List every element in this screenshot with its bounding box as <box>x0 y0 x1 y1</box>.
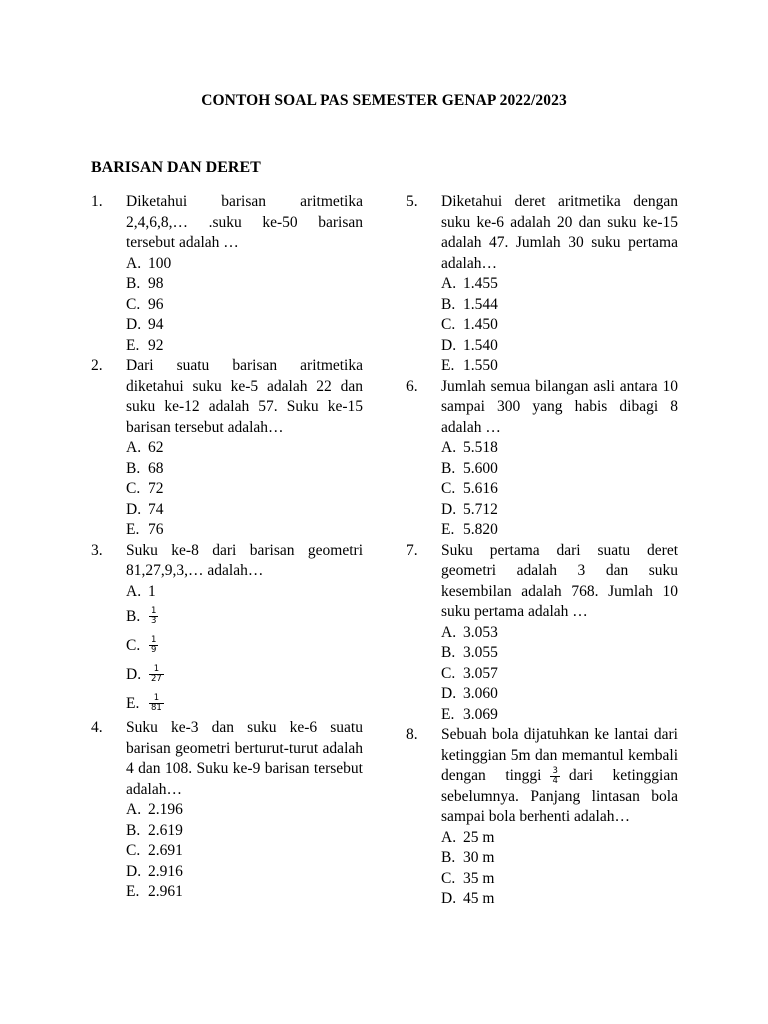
option-b: B. 98 <box>126 275 164 292</box>
question-2 <box>91 356 363 541</box>
question-text: Diketahui deret aritmetika dengan suku ke-6 adalah 20 dan suku ke-15 adalah 47. Jumlah 30 suku pertama adalah… <box>441 193 678 272</box>
question-number: 4. <box>91 719 103 736</box>
option-e: E. $\frac{1}{81}$ <box>126 693 162 713</box>
option-e: E. 1.550 <box>441 357 498 374</box>
option-d: D. 3.060 <box>441 685 498 702</box>
option-a: A. 1.455 <box>441 275 498 292</box>
right-column <box>406 192 678 910</box>
option-c: C. 5.616 <box>441 480 498 497</box>
question-number: 6. <box>406 377 418 395</box>
question-number: 1. <box>91 193 103 210</box>
section-heading: BARISAN DAN DERET <box>91 159 261 176</box>
left-column <box>91 192 363 903</box>
option-list <box>126 582 363 719</box>
option-a: A. 1 <box>126 582 156 600</box>
fraction: $\frac{1}{3}$ <box>151 606 157 626</box>
option-d: D. 5.712 <box>441 500 498 518</box>
option-b: B. 3.055 <box>441 644 498 661</box>
question-8 <box>406 725 678 910</box>
document-title: CONTOH SOAL PAS SEMESTER GENAP 2022/2023 <box>201 92 567 109</box>
option-d: D. 2.916 <box>126 862 183 880</box>
option-d: D. 94 <box>126 316 164 333</box>
fraction: $\frac{1}{81}$ <box>151 693 162 713</box>
option-a: A. 25 m <box>441 828 495 846</box>
question-text: Sebuah bola dijatuhkan ke lantai dari ketinggian 5m dan memantul kembali dengan tinggi $\frac{3}{4}$ dari ketinggian sebelumnya. Panjang lintasan bola sampai bola berhenti adalah… <box>441 726 678 825</box>
option-c: C. 2.691 <box>126 842 183 859</box>
question-6 <box>406 377 678 541</box>
question-number: 7. <box>406 541 418 559</box>
question-5 <box>406 192 678 377</box>
question-text: Diketahui barisan aritmetika 2,4,6,8,… .suku ke-50 barisan tersebut adalah … <box>126 193 363 251</box>
question-number: 3. <box>91 541 103 559</box>
fraction: $\frac{1}{27}$ <box>151 664 162 684</box>
question-text: Dari suatu barisan aritmetika diketahui suku ke-5 adalah 22 dan suku ke-12 adalah 57. Suku ke-15 barisan tersebut adalah… <box>126 357 363 436</box>
question-text: Suku pertama dari suatu deret geometri adalah 3 dan suku kesembilan adalah 768. Jumlah 10 suku pertama adalah … <box>441 541 678 620</box>
option-c: C. 35 m <box>441 869 495 887</box>
option-c: C. 1.450 <box>441 316 498 333</box>
question-4 <box>91 718 363 903</box>
question-3 <box>91 541 363 719</box>
option-d: D. 1.540 <box>441 336 498 354</box>
option-a: A. 62 <box>126 439 164 456</box>
option-b: B. 30 m <box>441 849 495 866</box>
option-a: A. 100 <box>126 254 172 272</box>
fraction: $\frac{1}{9}$ <box>151 635 157 655</box>
option-c: C. 3.057 <box>441 664 498 682</box>
option-d: D. 45 m <box>441 890 495 907</box>
fraction: $\frac{3}{4}$ <box>552 765 558 786</box>
question-number: 8. <box>406 726 418 743</box>
question-1 <box>91 192 363 356</box>
question-text: Jumlah semua bilangan asli antara 10 sampai 300 yang habis dibagi 8 adalah … <box>441 377 678 436</box>
option-b: B. 68 <box>126 459 164 477</box>
option-e: E. 92 <box>126 336 164 354</box>
option-c: C. $\frac{1}{9}$ <box>126 635 157 655</box>
option-list <box>441 623 678 726</box>
question-text: Suku ke-3 dan suku ke-6 suatu barisan geometri berturut-turut adalah 4 dan 108. Suku ke-9 barisan tersebut adalah… <box>126 719 363 798</box>
option-list <box>441 828 678 910</box>
option-list <box>126 254 363 357</box>
question-text: Suku ke-8 dari barisan geometri 81,27,9,3,… adalah… <box>126 541 363 579</box>
option-list <box>126 438 363 541</box>
option-list <box>126 800 363 903</box>
option-e: E. 5.820 <box>441 521 498 538</box>
option-d: D. $\frac{1}{27}$ <box>126 664 162 684</box>
option-a: A. 5.518 <box>441 439 498 456</box>
option-d: D. 74 <box>126 500 164 518</box>
option-e: E. 2.961 <box>126 883 183 900</box>
option-b: B. $\frac{1}{3}$ <box>126 606 157 626</box>
question-number: 2. <box>91 357 103 374</box>
option-a: A. 2.196 <box>126 801 183 818</box>
option-e: E. 3.069 <box>441 705 498 723</box>
question-7 <box>406 541 678 726</box>
option-b: B. 2.619 <box>126 821 183 839</box>
option-b: B. 5.600 <box>441 459 498 477</box>
option-list <box>441 438 678 541</box>
option-c: C. 96 <box>126 295 164 313</box>
option-list <box>441 274 678 377</box>
option-b: B. 1.544 <box>441 295 498 313</box>
option-e: E. 76 <box>126 521 164 538</box>
question-number: 5. <box>406 193 418 210</box>
option-c: C. 72 <box>126 480 164 497</box>
option-a: A. 3.053 <box>441 623 498 641</box>
